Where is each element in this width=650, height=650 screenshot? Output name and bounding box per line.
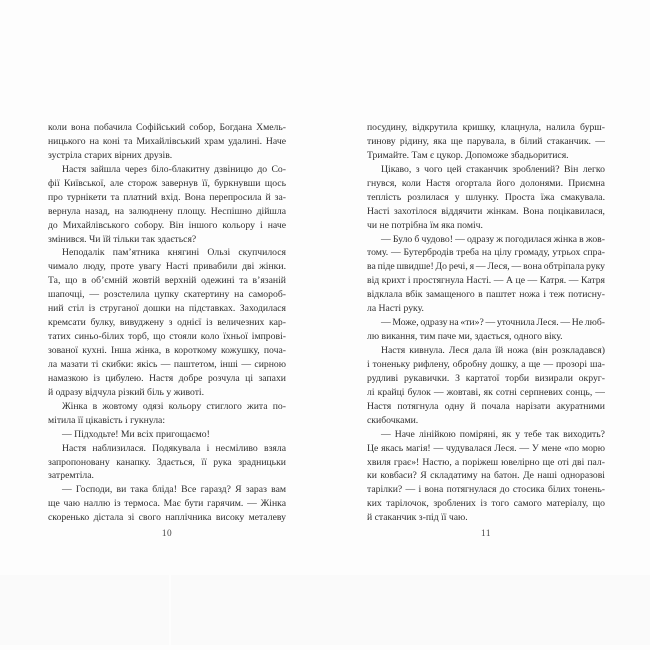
page-number-right: 11 (481, 529, 491, 539)
page-left-text (48, 121, 286, 525)
text-line: ла мазати ті скибки: якісь — паштетом, інші — сирною (48, 358, 286, 370)
text-line: ких тарілочок, зроблених із того самого матеріалу, що (367, 498, 605, 510)
text-line: ла Насті руку. (367, 303, 424, 315)
text-line: ще чаю наллю із термоса. Має бути гарячим. — Жінка (48, 498, 286, 510)
text-line: лю викання, тим паче ми, здається, одного віку. (367, 331, 563, 343)
text-line: від крихт і простягнула Насті. — А це — Катря. — Катря (367, 275, 605, 287)
text-line: й одразу відчула різкий біль у животі. (48, 386, 205, 398)
text-line: відклала вбік замащеного в паштет ножа і теж потисну- (367, 289, 605, 301)
text-line: зустріла старих вірних друзів. (48, 149, 173, 161)
text-line: тарілки? — і вона потягнулася до стосика білих тонень- (367, 484, 605, 496)
text-line: Настя наблизилася. Подякувала і несміливо взяла (62, 442, 286, 454)
text-line: скибочками. (367, 414, 419, 426)
text-line: чимало люду, проте увагу Насті привабили дві жінки. (48, 261, 286, 273)
text-line: ки ковбаси? Я складатиму на батон. Де наші одноразові (367, 470, 605, 482)
text-line: мітила її цікавість і гукнула: (48, 414, 166, 426)
text-line: зованої кухні. Інша жінка, в короткому кожушку, поча- (48, 345, 286, 356)
text-line: рудливі рукавички. З картатої торби визирали округ- (367, 372, 605, 384)
text-line: чи не потрібна їм яка поміч. (367, 219, 483, 231)
text-line: Це якась магія! — чудувалася Леся. — У мене «по морю (367, 442, 605, 454)
text-line: Насті захотілося віддячити жінкам. Вона поцікавилася, (367, 205, 605, 217)
text-line: фії Київської, але сторож завернув її, буркнувши щось (48, 177, 286, 189)
text-line: скоренько дістала зі свого наплічника високу металеву (48, 512, 286, 524)
text-line: — Може, одразу на «ти»? — уточнила Леся. — Не люб- (381, 317, 605, 329)
text-line: Настя кивнула. Леся дала їй ножа (він розкладався) (381, 345, 605, 356)
text-line: вернула назад, на залюднену площу. Неспішно дійшла (48, 205, 286, 217)
text-line: Неподалік пам’ятника княгині Ользі скупчилося (62, 247, 286, 259)
text-line: гнувся, коли Настя огортала його долонями. Приємна (367, 177, 605, 189)
text-line: тинову рідину, яка ще парувала, в білий стаканчик. — (367, 135, 605, 147)
text-line: хвиля грає»! Настю, а поріжеш ювелірно ще оті дві пал- (367, 456, 605, 468)
text-line: тому. — Бутербродів треба на цілу громаду, утрьох спра- (367, 247, 605, 259)
page-right (367, 121, 605, 551)
text-line: кремсати булку, вивуджену з однієї із величезних кар- (48, 317, 286, 329)
text-line: Та, що в об’ємній жовтій верхній одежині та в’язаній (48, 275, 286, 287)
text-line: посудину, відкрутила кришку, клацнула, налила бурш- (367, 122, 605, 133)
text-line: Тримайте. Там є цукор. Допоможе збадьоритися. (367, 149, 569, 161)
text-line: коли вона побачила Софійський собор, Богдана Хмель- (48, 122, 286, 133)
text-line: — Господи, ви така бліда! Все гаразд? Я зараз вам (62, 484, 287, 496)
text-line: намазкою із цибулею. Настя добре розчула ці запахи (48, 372, 286, 384)
text-line: — Було б чудово! — одразу ж погодилася жінка в жов- (381, 233, 605, 245)
page-right-text (367, 121, 605, 525)
text-line: теплість розлилася у шлунку. Проста їжа смакувала. (367, 191, 606, 203)
text-line: Настя зайшла через біло-блакитну дзвіницю до Со- (62, 163, 286, 175)
text-line: запропоновану канапку. Здається, її рука зрадницьки (48, 456, 286, 468)
page-left (48, 121, 286, 551)
text-line: Цікаво, з чого цей стаканчик зроблений? Він легко (381, 163, 605, 175)
text-line: до Михайлівського собору. Він іншого кольору і наче (48, 219, 286, 231)
text-line: Жінка в жовтому одязі кольору стиглого жита по- (62, 400, 286, 412)
strip-seam (169, 575, 171, 645)
text-line: ний стіл із струганої дошки на підставках. Заходилася (48, 303, 286, 315)
text-line: татих синьо-білих торб, що стояли коло їхньої імпрові- (48, 331, 286, 343)
text-line: Настя потягнула одну й почала нарізати акуратними (367, 400, 605, 412)
text-line: — Підходьте! Ми всіх пригощаємо! (62, 428, 210, 440)
bottom-strip (0, 575, 650, 645)
text-line: затремтіла. (48, 470, 94, 482)
text-line: й стаканчик з-під її чаю. (367, 512, 468, 524)
text-line: ницького на коні та Михайлівський храм удалині. Наче (48, 135, 286, 147)
text-line: шапочці, — розстелила цупку скатертину на самороб- (48, 289, 286, 301)
text-line: ва піде швидше! До речі, я — Леся, — вона обтріпала руку (367, 261, 605, 273)
text-line: — Наче лінійкою поміряні, як у тебе так виходить? (381, 428, 605, 440)
text-line: змінився. Чи їй тільки так здається? (48, 233, 197, 245)
page-number-left: 10 (161, 529, 173, 539)
text-line: про турнікети та платний вхід. Вона перепросила й за- (48, 191, 286, 203)
text-line: і тоненьку рифлену, обробну дошку, а ще — прозорі ша- (367, 358, 605, 370)
text-line: лі крайці булок — жовтаві, як сотні серпневих сонць, — (367, 386, 605, 398)
